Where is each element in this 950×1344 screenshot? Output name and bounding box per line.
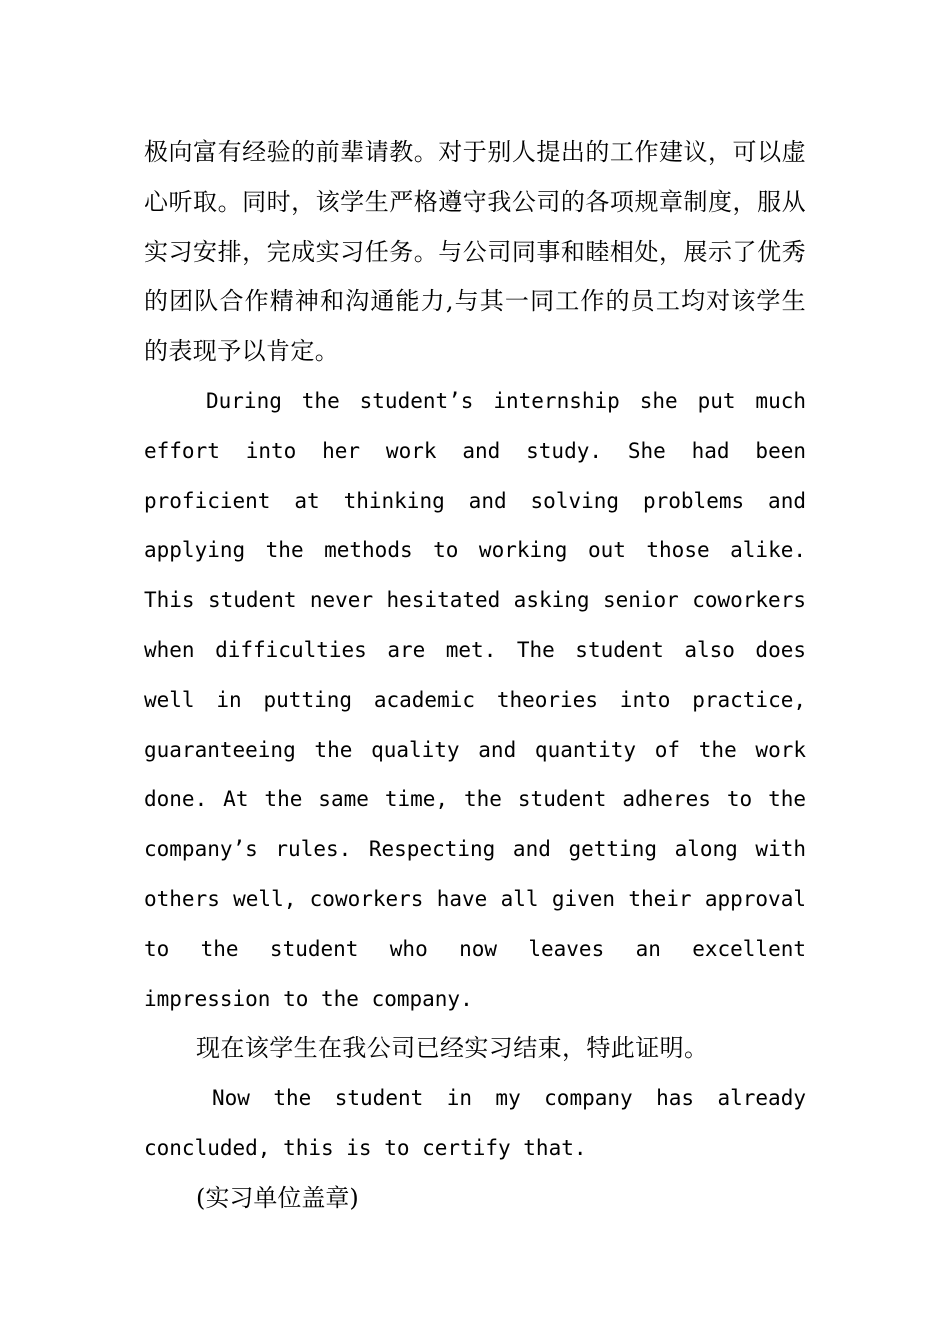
stamp-note: (实习单位盖章) — [196, 1183, 359, 1212]
paragraph-evaluation-cn: 极向富有经验的前辈请教。对于别人提出的工作建议，可以虚心听取。同时，该学生严格遵守我公司的各项规章制度，服从实习安排，完成实习任务。与公司同事和睦相处，展示了优秀的团队合作精神和沟通能力,与其一同工作的员工均对该学生的表现予以肯定。 — [144, 138, 806, 366]
document-body — [144, 128, 806, 1224]
paragraph-conclusion-en: Now the student in my company has already concluded, this is to certify that. — [144, 1086, 806, 1160]
paragraph-conclusion-cn: 现在该学生在我公司已经实习结束，特此证明。 — [196, 1034, 709, 1063]
paragraph-evaluation-en: During the student’s internship she put much effort into her work and study. She had been proficient at thinking and solving problems and applying the methods to working out those alike. This student never hesitated asking senior coworkers when difficulties are met. The student also does well in putting academic theories into practice, guaranteeing the quality and quantity of the work done. At the same time, the student adheres to the company’s rules. Respecting and getting along with others well, coworkers have all given their approval to the student who now leaves an excellent impression to the company. — [144, 388, 806, 1011]
